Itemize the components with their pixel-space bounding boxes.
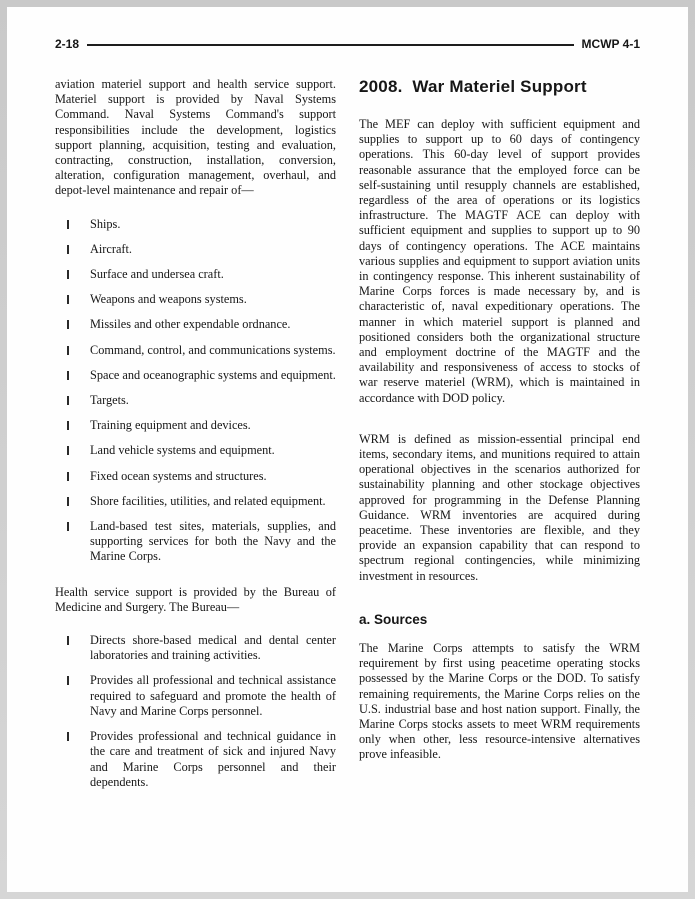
list-item-text: Space and oceanographic systems and equipment. [90,367,336,382]
list-item-text: Land vehicle systems and equipment. [90,443,275,458]
bullet-icon [67,421,69,430]
header-rule [87,44,574,46]
bullet-icon [67,732,69,741]
right-column [359,77,640,810]
bullet-icon [67,346,69,355]
list-item-text: Aircraft. [90,241,132,256]
bullet-icon [67,636,69,645]
list-item [55,317,336,332]
paragraph: The MEF can deploy with sufficient equipment and supplies to support up to 60 days of contingency operations. This 60-day level of support provides reasonable assurance that the employed force can be self-sustaining until resupply channels are established, regardless of the area of operations or its logistics infrastructure. The MAGTF ACE can deploy with sufficient equipment and supplies to support up to 90 days of contingency operations. The ACE maintains various supplies and equipment to support aviation units in contingency response. This inherent sustainability of Marine Corps forces is made necessary by, and is characteristic of, naval expeditionary operations. The manner in which materiel support is planned and positioned considers both the organizational structure and employment doctrine of the MAGTF and the availability and responsiveness of access to stocks of war reserve materiel (WRM), which is maintained in accordance with DOD policy. [359,117,640,405]
page-number: 2-18 [55,37,80,51]
list-item-text: Fixed ocean systems and structures. [90,468,267,483]
list-item-text: Provides all professional and technical assistance required to safeguard and promote the health of Navy and Marine Corps personnel. [90,673,336,718]
list-item-text: Command, control, and communications systems. [90,342,336,357]
list-item-text: Targets. [90,393,129,408]
bullet-icon [67,320,69,329]
paragraph-spacer [359,424,640,432]
list-item [55,494,336,509]
bullet-icon [67,371,69,380]
list-item-text: Shore facilities, utilities, and related equipment. [90,493,326,508]
bullet-icon [67,245,69,254]
paragraph: aviation materiel support and health service support. Materiel support is provided by Naval Systems Command. Naval Systems Command's support responsibilities include the development, logistics support planning, acquisition, testing and evaluation, contracting, construction, installation, conversion, alteration, configuration management, overhaul, and depot-level maintenance and repair of— [55,77,336,198]
doc-id: MCWP 4-1 [581,37,640,51]
bullet-list [55,633,336,790]
bullet-icon [67,497,69,506]
list-item [55,469,336,484]
bullet-list [55,217,336,565]
bullet-icon [67,472,69,481]
list-item-text: Land-based test sites, materials, supplies, and supporting services for both the Navy and the Marine Corps. [90,519,336,564]
bullet-icon [67,396,69,405]
list-item [55,292,336,307]
list-item [55,242,336,257]
list-item-text: Training equipment and devices. [90,418,251,433]
section-heading: 2008. War Materiel Support [359,77,587,96]
list-item [55,418,336,433]
bullet-icon [67,522,69,531]
list-item [55,673,336,719]
paragraph: Health service support is provided by the Bureau of Medicine and Surgery. The Bureau— [55,584,336,614]
list-item [55,519,336,565]
bullet-icon [67,270,69,279]
list-item [55,217,336,232]
list-item-text: Weapons and weapons systems. [90,292,247,307]
content [55,77,640,810]
list-item [55,633,336,663]
list-item [55,729,336,790]
document-page [7,7,688,892]
list-item [55,267,336,282]
list-item-text: Directs shore-based medical and dental center laboratories and training activities. [90,633,336,663]
bullet-icon [67,446,69,455]
left-column [55,77,336,810]
list-item [55,343,336,358]
subsection-heading: a. Sources [359,611,428,627]
bullet-icon [67,220,69,229]
list-item-text: Ships. [90,216,121,231]
paragraph: The Marine Corps attempts to satisfy the WRM requirement by first using peacetime operating stocks possessed by the Marine Corps or the DOD. To satisfy remaining requirements, the Marine Corps relies on the U.S. industrial base and host nation support. Finally, the Marine Corps stocks assets to meet WRM requirements only when other, less resource-intensive alternatives prove infeasible. [359,640,640,762]
list-item-text: Provides professional and technical guidance in the care and treatment of sick and injured Navy and Marine Corps personnel and their dependents. [90,729,336,789]
page-header [55,37,640,51]
bullet-icon [67,676,69,685]
list-item-text: Surface and undersea craft. [90,267,224,282]
list-item [55,393,336,408]
list-item [55,368,336,383]
list-item-text: Missiles and other expendable ordnance. [90,317,291,332]
paragraph: WRM is defined as mission-essential principal end items, secondary items, and munitions required to attain operational objectives in the scenarios authorized for sustainability planning and other stockage objectives approved for programming in the Defense Planning Guidance. WRM inventories are acquired during peacetime. These inventories are flexible, and they provide an expansion capability that can respond to spectrum regional contingencies, while minimizing investment in resources. [359,431,640,583]
list-item [55,443,336,458]
bullet-icon [67,295,69,304]
